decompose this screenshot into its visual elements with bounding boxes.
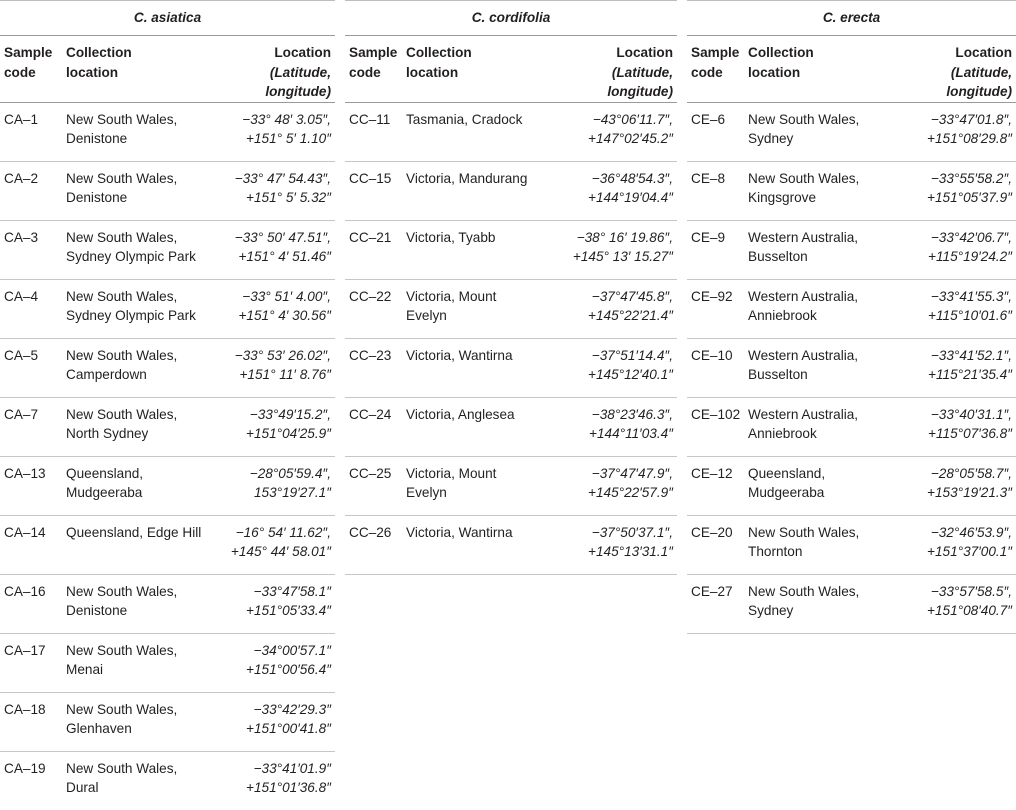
sample-code-cell: CA–13 <box>0 456 62 515</box>
location-line: Western Australia, <box>748 347 859 363</box>
collection-location-cell <box>402 220 562 279</box>
longitude: +145°22′21.4″ <box>588 308 674 323</box>
sample-code-cell: CA–16 <box>0 574 62 633</box>
coordinates-cell <box>562 220 682 279</box>
collection-location-cell <box>744 574 906 633</box>
coordinates-cell <box>562 397 682 456</box>
longitude: +115°10′01.6″ <box>928 308 1013 323</box>
latitude: −38° 16′ 19.86″, <box>576 229 674 245</box>
location-line: Glenhaven <box>66 721 132 736</box>
latitude: −33°40′31.1″, <box>930 406 1013 422</box>
location-line: Western Australia, <box>748 406 859 422</box>
location-line: Anniebrook <box>748 426 817 441</box>
table-row <box>0 397 1016 456</box>
location-line: New South Wales, <box>66 701 178 717</box>
sample-code-cell: CA–19 <box>4 760 46 776</box>
header-text: location <box>406 64 459 80</box>
empty-cell <box>402 751 562 810</box>
latitude: −36°48′54.3″, <box>591 170 674 186</box>
sample-code-cell: CC–22 <box>340 279 402 338</box>
coordinates-cell <box>906 220 1016 279</box>
longitude: +115°21′35.4″ <box>928 367 1013 382</box>
location-line: Sydney <box>748 131 794 146</box>
location-line: Mudgeeraba <box>66 485 143 500</box>
coordinates-cell <box>906 102 1016 161</box>
coordinates-cell <box>220 279 340 338</box>
header-text: Sample <box>4 45 53 60</box>
longitude: +151°00′56.4″ <box>246 662 332 677</box>
header-text: Collection <box>406 45 472 60</box>
collection-location-cell <box>402 102 562 161</box>
coordinates-cell <box>220 515 340 574</box>
latitude: −33° 53′ 26.02″, <box>234 347 332 363</box>
coordinates-cell <box>220 574 340 633</box>
collection-location-cell <box>402 161 562 220</box>
longitude: +151° 5′ 1.10″ <box>246 131 332 146</box>
sample-code-cell: CC–26 <box>340 515 402 574</box>
location-line: Thornton <box>748 544 803 559</box>
empty-cell <box>562 692 682 751</box>
empty-cell <box>340 692 402 751</box>
location-line: New South Wales, <box>66 111 178 127</box>
latitude: −34°00′57.1″ <box>253 642 332 658</box>
sample-code-header <box>340 36 402 103</box>
latitude: −33°41′01.9″ <box>253 760 332 776</box>
header-text: Collection <box>66 45 132 60</box>
header-subtext: (Latitude, <box>950 64 1013 80</box>
empty-cell <box>906 633 1016 692</box>
latitude: −28°05′59.4″, <box>249 465 332 481</box>
location-line: New South Wales, <box>66 583 178 599</box>
collection-location-cell <box>744 102 906 161</box>
empty-cell <box>562 574 682 633</box>
table-row <box>0 456 1016 515</box>
location-line: Queensland, Edge Hill <box>66 524 202 540</box>
coordinates-cell <box>220 456 340 515</box>
longitude: +151° 4′ 30.56″ <box>238 308 332 323</box>
coordinates-cell <box>220 220 340 279</box>
location-line: Queensland, <box>748 465 826 481</box>
column-header-row <box>0 36 1016 103</box>
empty-cell <box>562 751 682 810</box>
sample-code-cell: CA–5 <box>0 338 62 397</box>
collection-location-cell <box>62 102 220 161</box>
location-line: New South Wales, <box>66 170 178 186</box>
coordinates-cell <box>906 279 1016 338</box>
sample-code-cell: CA–4 <box>0 279 62 338</box>
sample-code-cell: CC–21 <box>340 220 402 279</box>
header-text: Sample <box>691 45 740 60</box>
collection-location-cell <box>402 456 562 515</box>
collection-location-cell <box>744 161 906 220</box>
collection-location-header <box>744 36 906 103</box>
coordinates-cell <box>562 338 682 397</box>
coordinates-cell <box>220 751 340 810</box>
sample-code-cell: CC–23 <box>340 338 402 397</box>
header-text: code <box>349 64 381 80</box>
header-text: code <box>691 64 723 80</box>
collection-location-cell <box>744 456 906 515</box>
longitude: +151°01′36.8″ <box>246 780 332 795</box>
coordinates-cell <box>220 102 340 161</box>
collection-location-cell <box>62 751 220 810</box>
coordinates-cell <box>220 692 340 751</box>
empty-cell <box>340 574 402 633</box>
longitude: +151° 4′ 51.46″ <box>238 249 332 264</box>
location-line: Victoria, Anglesea <box>406 406 515 422</box>
location-line: Western Australia, <box>748 288 859 304</box>
location-line: Victoria, Mount <box>406 465 497 481</box>
location-line: New South Wales, <box>66 760 178 776</box>
coordinates-cell <box>220 633 340 692</box>
table-row <box>0 102 1016 161</box>
sample-code-cell: CA–18 <box>0 692 62 751</box>
coordinates-cell <box>562 456 682 515</box>
location-line: Sydney <box>748 603 794 618</box>
table-row <box>0 279 1016 338</box>
table-row <box>0 338 1016 397</box>
location-line: Denistone <box>66 190 128 205</box>
location-line: New South Wales, <box>66 229 178 245</box>
location-line: Victoria, Tyabb <box>406 229 496 245</box>
header-subtext: longitude) <box>265 84 332 99</box>
empty-cell <box>340 633 402 692</box>
longitude: +151° 5′ 5.32″ <box>246 190 332 205</box>
empty-cell <box>402 574 562 633</box>
latitude: −33°42′29.3″ <box>253 701 332 717</box>
collection-location-cell <box>62 633 220 692</box>
coordinates-cell <box>906 515 1016 574</box>
sample-code-cell: CA–14 <box>0 515 62 574</box>
location-line: New South Wales, <box>748 524 860 540</box>
longitude: +145°12′40.1″ <box>588 367 674 382</box>
collection-location-header <box>402 36 562 103</box>
species-header-row <box>0 1 1016 36</box>
collection-location-cell <box>62 574 220 633</box>
latitude: −37°47′47.9″, <box>591 465 674 481</box>
sample-code-header <box>0 36 62 103</box>
header-text: Sample <box>349 45 398 60</box>
longitude: 153°19′27.1″ <box>253 485 332 500</box>
latitude: −16° 54′ 11.62″, <box>235 524 332 540</box>
empty-cell <box>682 692 744 751</box>
collection-location-cell <box>744 338 906 397</box>
collection-location-cell <box>62 397 220 456</box>
table-row <box>0 220 1016 279</box>
sample-code-cell: CA–17 <box>0 633 62 692</box>
collection-location-cell <box>744 515 906 574</box>
location-header <box>220 36 340 103</box>
table-row <box>0 161 1016 220</box>
location-line: New South Wales, <box>748 583 860 599</box>
sample-code-cell: CA–1 <box>0 102 62 161</box>
longitude: +151°37′00.1″ <box>927 544 1013 559</box>
longitude: +151°00′41.8″ <box>246 721 332 736</box>
location-line: Evelyn <box>406 485 447 500</box>
latitude: −37°47′45.8″, <box>591 288 674 304</box>
coordinates-cell <box>906 338 1016 397</box>
header-text: Location <box>274 45 332 60</box>
coordinates-cell <box>220 338 340 397</box>
collection-location-cell <box>62 279 220 338</box>
collection-location-cell <box>402 338 562 397</box>
empty-cell <box>744 751 906 810</box>
latitude: −33°41′55.3″, <box>930 288 1013 304</box>
collection-location-cell <box>62 338 220 397</box>
sample-code-cell: CE–6 <box>682 102 744 161</box>
header-text: Location <box>955 45 1013 60</box>
longitude: +151°05′37.9″ <box>927 190 1013 205</box>
coordinates-cell <box>906 161 1016 220</box>
collection-location-cell <box>62 161 220 220</box>
sample-code-cell: CE–8 <box>682 161 744 220</box>
sample-code-cell: CC–15 <box>340 161 402 220</box>
location-line: New South Wales, <box>66 288 178 304</box>
location-line: Victoria, Mandurang <box>406 170 528 186</box>
collection-location-cell <box>62 515 220 574</box>
latitude: −33°47′01.8″, <box>930 111 1013 127</box>
longitude: +144°11′03.4″ <box>589 426 674 441</box>
empty-cell <box>402 692 562 751</box>
species-header: C. cordifolia <box>340 1 682 36</box>
sample-code-cell: CC–11 <box>340 102 402 161</box>
location-line: North Sydney <box>66 426 149 441</box>
collection-location-cell <box>744 220 906 279</box>
empty-cell <box>744 692 906 751</box>
empty-cell <box>682 751 744 810</box>
location-line: New South Wales, <box>66 406 178 422</box>
latitude: −32°46′53.9″, <box>930 524 1013 540</box>
longitude: +151° 11′ 8.76″ <box>239 367 332 382</box>
collection-location-cell <box>744 279 906 338</box>
sample-code-cell: CE–27 <box>682 574 744 633</box>
species-header: C. erecta <box>682 1 1016 36</box>
header-subtext: longitude) <box>946 84 1013 99</box>
sample-code-cell: CE–92 <box>682 279 744 338</box>
table-body <box>0 102 1016 810</box>
location-line: New South Wales, <box>66 642 178 658</box>
location-line: Menai <box>66 662 104 677</box>
coordinates-cell <box>906 574 1016 633</box>
latitude: −33°55′58.2″, <box>930 170 1013 186</box>
longitude: +145° 13′ 15.27″ <box>572 249 674 264</box>
sample-code-cell: CA–7 <box>0 397 62 456</box>
longitude: +144°19′04.4″ <box>588 190 674 205</box>
latitude: −28°05′58.7″, <box>930 465 1013 481</box>
latitude: −33° 50′ 47.51″, <box>234 229 332 245</box>
latitude: −33°57′58.5″, <box>930 583 1013 599</box>
latitude: −33°42′06.7″, <box>930 229 1013 245</box>
location-header <box>906 36 1016 103</box>
collection-location-cell <box>62 456 220 515</box>
table-row <box>0 751 1016 810</box>
location-line: Victoria, Wantirna <box>406 524 513 540</box>
collection-location-header <box>62 36 220 103</box>
header-subtext: (Latitude, <box>611 64 674 80</box>
location-line: Sydney Olympic Park <box>66 249 196 264</box>
header-text: location <box>748 64 801 80</box>
latitude: −33° 47′ 54.43″, <box>234 170 332 186</box>
collection-location-cell <box>402 515 562 574</box>
longitude: +153°19′21.3″ <box>927 485 1013 500</box>
location-header <box>562 36 682 103</box>
sample-code-cell: CE–10 <box>682 338 744 397</box>
longitude: +115°07′36.8″ <box>928 426 1013 441</box>
header-text: Collection <box>748 45 814 60</box>
coordinates-cell <box>562 279 682 338</box>
latitude: −33°47′58.1″ <box>253 583 332 599</box>
latitude: −43°06′11.7″, <box>592 111 674 127</box>
location-line: New South Wales, <box>748 111 860 127</box>
location-line: Victoria, Mount <box>406 288 497 304</box>
location-line: Victoria, Wantirna <box>406 347 513 363</box>
collection-location-cell <box>402 279 562 338</box>
location-line: Evelyn <box>406 308 447 323</box>
latitude: −38°23′46.3″, <box>591 406 674 422</box>
table-row <box>0 633 1016 692</box>
sample-code-cell: CA–2 <box>0 161 62 220</box>
longitude: +147°02′45.2″ <box>588 131 674 146</box>
coordinates-cell <box>906 456 1016 515</box>
species-header: C. asiatica <box>0 1 340 36</box>
location-line: New South Wales, <box>748 170 860 186</box>
sample-code-cell: CE–9 <box>682 220 744 279</box>
sample-code-header <box>682 36 744 103</box>
latitude: −37°50′37.1″, <box>591 524 674 540</box>
location-line: Dural <box>66 780 99 795</box>
empty-cell <box>562 633 682 692</box>
coordinates-cell <box>562 102 682 161</box>
coordinates-cell <box>562 515 682 574</box>
coordinates-cell <box>220 397 340 456</box>
collection-location-cell <box>62 220 220 279</box>
table-row <box>0 515 1016 574</box>
sample-code-cell: CC–24 <box>340 397 402 456</box>
sample-code-cell: CA–3 <box>0 220 62 279</box>
longitude: +115°19′24.2″ <box>928 249 1013 264</box>
empty-cell <box>682 633 744 692</box>
location-line: Queensland, <box>66 465 144 481</box>
location-line: Denistone <box>66 131 128 146</box>
empty-cell <box>744 633 906 692</box>
header-text: code <box>4 64 36 80</box>
empty-cell <box>906 692 1016 751</box>
empty-cell <box>402 633 562 692</box>
collection-location-cell <box>62 692 220 751</box>
location-line: Busselton <box>748 367 808 382</box>
longitude: +151°05′33.4″ <box>246 603 332 618</box>
location-line: Western Australia, <box>748 229 859 245</box>
coordinates-cell <box>220 161 340 220</box>
collection-location-cell <box>744 397 906 456</box>
table-row <box>0 574 1016 633</box>
longitude: +151°08′40.7″ <box>927 603 1013 618</box>
header-subtext: (Latitude, <box>269 64 332 80</box>
longitude: +151°08′29.8″ <box>927 131 1013 146</box>
empty-cell <box>340 751 402 810</box>
sample-code-cell: CE–12 <box>682 456 744 515</box>
location-line: Sydney Olympic Park <box>66 308 196 323</box>
location-line: Denistone <box>66 603 128 618</box>
latitude: −33°41′52.1″, <box>930 347 1013 363</box>
header-text: Location <box>616 45 674 60</box>
location-line: Camperdown <box>66 367 147 382</box>
header-subtext: longitude) <box>607 84 674 99</box>
empty-cell <box>906 751 1016 810</box>
location-line: New South Wales, <box>66 347 178 363</box>
latitude: −33° 51′ 4.00″, <box>242 288 332 304</box>
coordinates-cell <box>906 397 1016 456</box>
longitude: +145°13′31.1″ <box>588 544 674 559</box>
sample-code-cell: CE–102 <box>682 397 744 456</box>
location-line: Busselton <box>748 249 808 264</box>
latitude: −37°51′14.4″, <box>591 347 674 363</box>
longitude: +151°04′25.9″ <box>246 426 332 441</box>
location-line: Tasmania, Cradock <box>406 111 523 127</box>
latitude: −33° 48′ 3.05″, <box>242 111 332 127</box>
header-text: location <box>66 64 119 80</box>
location-line: Anniebrook <box>748 308 817 323</box>
collection-location-cell <box>402 397 562 456</box>
sample-code-cell: CC–25 <box>340 456 402 515</box>
longitude: +145° 44′ 58.01″ <box>230 544 332 559</box>
coordinates-cell <box>562 161 682 220</box>
table-row <box>0 692 1016 751</box>
longitude: +145°22′57.9″ <box>588 485 674 500</box>
location-line: Kingsgrove <box>748 190 817 205</box>
latitude: −33°49′15.2″, <box>249 406 332 422</box>
sample-code-cell: CE–20 <box>682 515 744 574</box>
location-line: Mudgeeraba <box>748 485 825 500</box>
